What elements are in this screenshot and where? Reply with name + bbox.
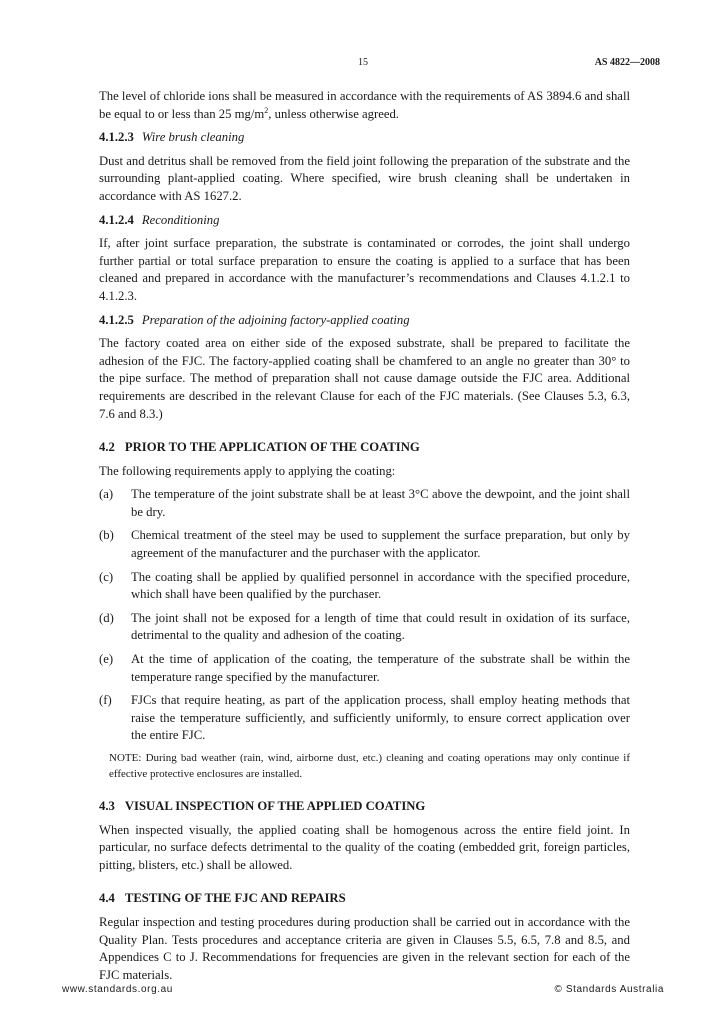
list-item: (f) FJCs that require heating, as part of the application process, shall employ heating methods that raise the temperature sufficiently, and sufficiently uniformly, to ensure correct application over the entire FJC. <box>99 693 630 743</box>
section-4-3-text: When inspected visually, the applied coating shall be homogenous across the entire field joint. In particular, no surface defects detrimental to the quality of the coating (embedded grit, foreign particles, pitting, blisters, etc.) shall be allowed. <box>99 822 630 872</box>
clause-4-1-2-3-heading: 4.1.2.3 Wire brush cleaning <box>99 130 245 145</box>
clause-4-1-2-4-text: If, after joint surface preparation, the substrate is contaminated or corrodes, the joint shall undergo further partial or total surface preparation to ensure the coating is applied to a surface that has been cleaned and prepared in accordance with the manufacturer’s recommendations and Clauses 4.1.2.1 to 4.1.2.3. <box>99 236 630 303</box>
list-item: (c) The coating shall be applied by qualified personnel in accordance with the specified procedure, which shall have been qualified by the purchaser. <box>99 569 630 602</box>
list-item: (e) At the time of application of the coating, the temperature of the substrate shall be within the temperature range specified by the manufacturer. <box>99 652 630 684</box>
page-number: 15 <box>358 57 368 68</box>
list-item: (a) The temperature of the joint substrate shall be at least 3°C above the dewpoint, and the joint shall be dry. <box>99 487 630 519</box>
section-4-4-heading: 4.4 TESTING OF THE FJC AND REPAIRS <box>99 891 346 906</box>
section-4-2-intro: The following requirements apply to applying the coating: <box>99 463 396 478</box>
list-item: (d) The joint shall not be exposed for a length of time that could result in oxidation of its surface, detrimental to the quality and adhesion of the coating. <box>99 610 630 643</box>
clause-4-1-2-4-heading: 4.1.2.4 Reconditioning <box>99 212 220 227</box>
clause-4-1-2-5-heading: 4.1.2.5 Preparation of the adjoining factory-applied coating <box>99 312 410 327</box>
section-4-4-text: Regular inspection and testing procedures during production shall be carried out in accordance with the Quality Plan. Tests procedures and acceptance criteria are given in Clauses 5.5, 6.5, 7.8 and 8.5, and Appendices C to J. Recommendations for frequencies are given in the relevant section for each of the FJC materials. <box>99 914 630 982</box>
section-4-3-heading: 4.3 VISUAL INSPECTION OF THE APPLIED COATING <box>99 799 426 813</box>
list-item: (b) Chemical treatment of the steel may be used to supplement the surface preparation, but only by agreement of the manufacturer and the purchaser with the applicator. <box>99 528 630 561</box>
footer-website: www.standards.org.au <box>62 984 173 995</box>
section-4-2-heading: 4.2 PRIOR TO THE APPLICATION OF THE COATING <box>99 440 420 455</box>
standard-number: AS 4822—2008 <box>594 57 660 68</box>
weather-note: NOTE: During bad weather (rain, wind, airborne dust, etc.) cleaning and coating operations may only continue if effective protective enclosures are installed. <box>109 752 630 780</box>
clause-4-1-2-3-text: Dust and detritus shall be removed from the field joint following the preparation of the substrate and the surrounding plant-applied coating. Where specified, wire brush cleaning shall be undertaken in accordance with AS 1627.2. <box>99 153 630 203</box>
document-body <box>99 88 630 984</box>
clause-4-1-2-5-text: The factory coated area on either side of the exposed substrate, shall be prepared to facilitate the adhesion of the FJC. The factory-applied coating shall be chamfered to an angle no greater than 30° to the pipe surface. The method of preparation shall not cause damage outside the FJC area. Additional requirements are described in the relevant Clause for each of the FJC materials. (See Clauses 5.3, 6.3, 7.6 and 8.3.) <box>99 336 630 421</box>
footer-copyright: © Standards Australia <box>554 984 664 995</box>
intro-paragraph: The level of chloride ions shall be measured in accordance with the requirements of AS 3894.6 and shall be equal to or less than 25 $mg/m^2$, unless otherwise agreed. <box>99 89 630 121</box>
